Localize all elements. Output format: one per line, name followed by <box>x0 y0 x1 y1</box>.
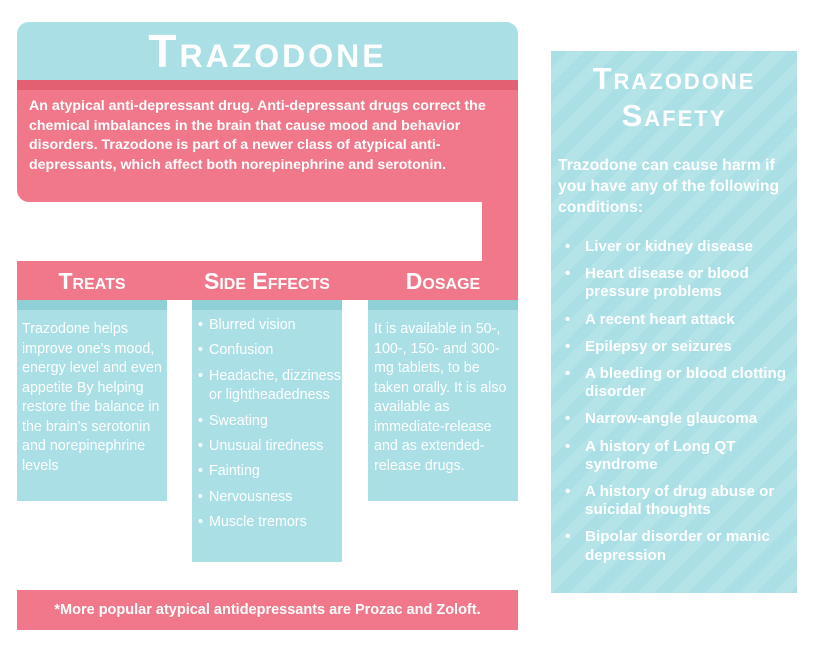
side-effects-heading: Side Effects <box>204 268 330 294</box>
treats-heading: Treats <box>58 268 126 294</box>
safety-condition-item: • A recent heart attack <box>565 311 793 329</box>
footer-note: *More popular atypical antidepressants are Prozac and Zoloft. <box>54 602 481 618</box>
side-effect-item: • Fainting <box>197 462 342 482</box>
side-effect-item: • Unusual tiredness <box>197 437 342 457</box>
safety-condition-item: • A bleeding or blood clotting disorder <box>565 365 793 401</box>
dosage-text: It is available in 50-, 100-, 150- and 300-mg tablets, to be taken orally. It is also available as immediate-release and as extended-release drugs. <box>374 321 507 474</box>
safety-condition-item: • A history of drug abuse or suicidal thoughts <box>565 483 793 519</box>
side-effects-stripe <box>192 300 342 310</box>
safety-condition-item: • Narrow-angle glaucoma <box>565 410 793 428</box>
title-divider <box>17 80 518 90</box>
side-effect-item: • Nervousness <box>197 488 342 508</box>
safety-condition-item: • A history of Long QT syndrome <box>565 438 793 474</box>
side-effect-item: • Confusion <box>197 341 342 361</box>
description-text: An atypical anti-depressant drug. Anti-depressant drugs correct the chemical imbalances in the brain that cause mood and behavior disorders. Trazodone is part of a newer class of atypical anti-depressants, which affect both norepinephrine and serotonin. <box>29 98 486 174</box>
side-effect-item: • Muscle tremors <box>197 513 342 533</box>
safety-condition-item: • Heart disease or blood pressure problems <box>565 265 793 301</box>
safety-intro: Trazodone can cause harm if you have any of the following conditions: <box>558 157 780 217</box>
treats-text: Trazodone helps improve one's mood, energy level and even appetite By helping restore the balance in the brain's serotonin and norepinephrine levels <box>22 321 162 474</box>
safety-title-line2: Safety <box>621 98 727 133</box>
safety-condition-item: • Epilepsy or seizures <box>565 338 793 356</box>
safety-condition-item: • Bipolar disorder or manic depression <box>565 528 793 564</box>
side-effect-item: • Headache, dizziness or lightheadedness <box>197 367 342 406</box>
safety-title <box>551 60 797 134</box>
safety-conditions-list <box>565 238 793 574</box>
side-effect-item: • Blurred vision <box>197 316 342 336</box>
dosage-stripe <box>368 300 518 310</box>
treats-stripe <box>17 300 167 310</box>
safety-condition-item: • Liver or kidney disease <box>565 238 793 256</box>
side-effects-list <box>197 316 342 539</box>
dosage-heading: Dosage <box>405 268 481 294</box>
page-title: Trazodone <box>148 25 387 77</box>
side-effect-item: • Sweating <box>197 412 342 432</box>
safety-title-line1: Trazodone <box>592 61 756 96</box>
